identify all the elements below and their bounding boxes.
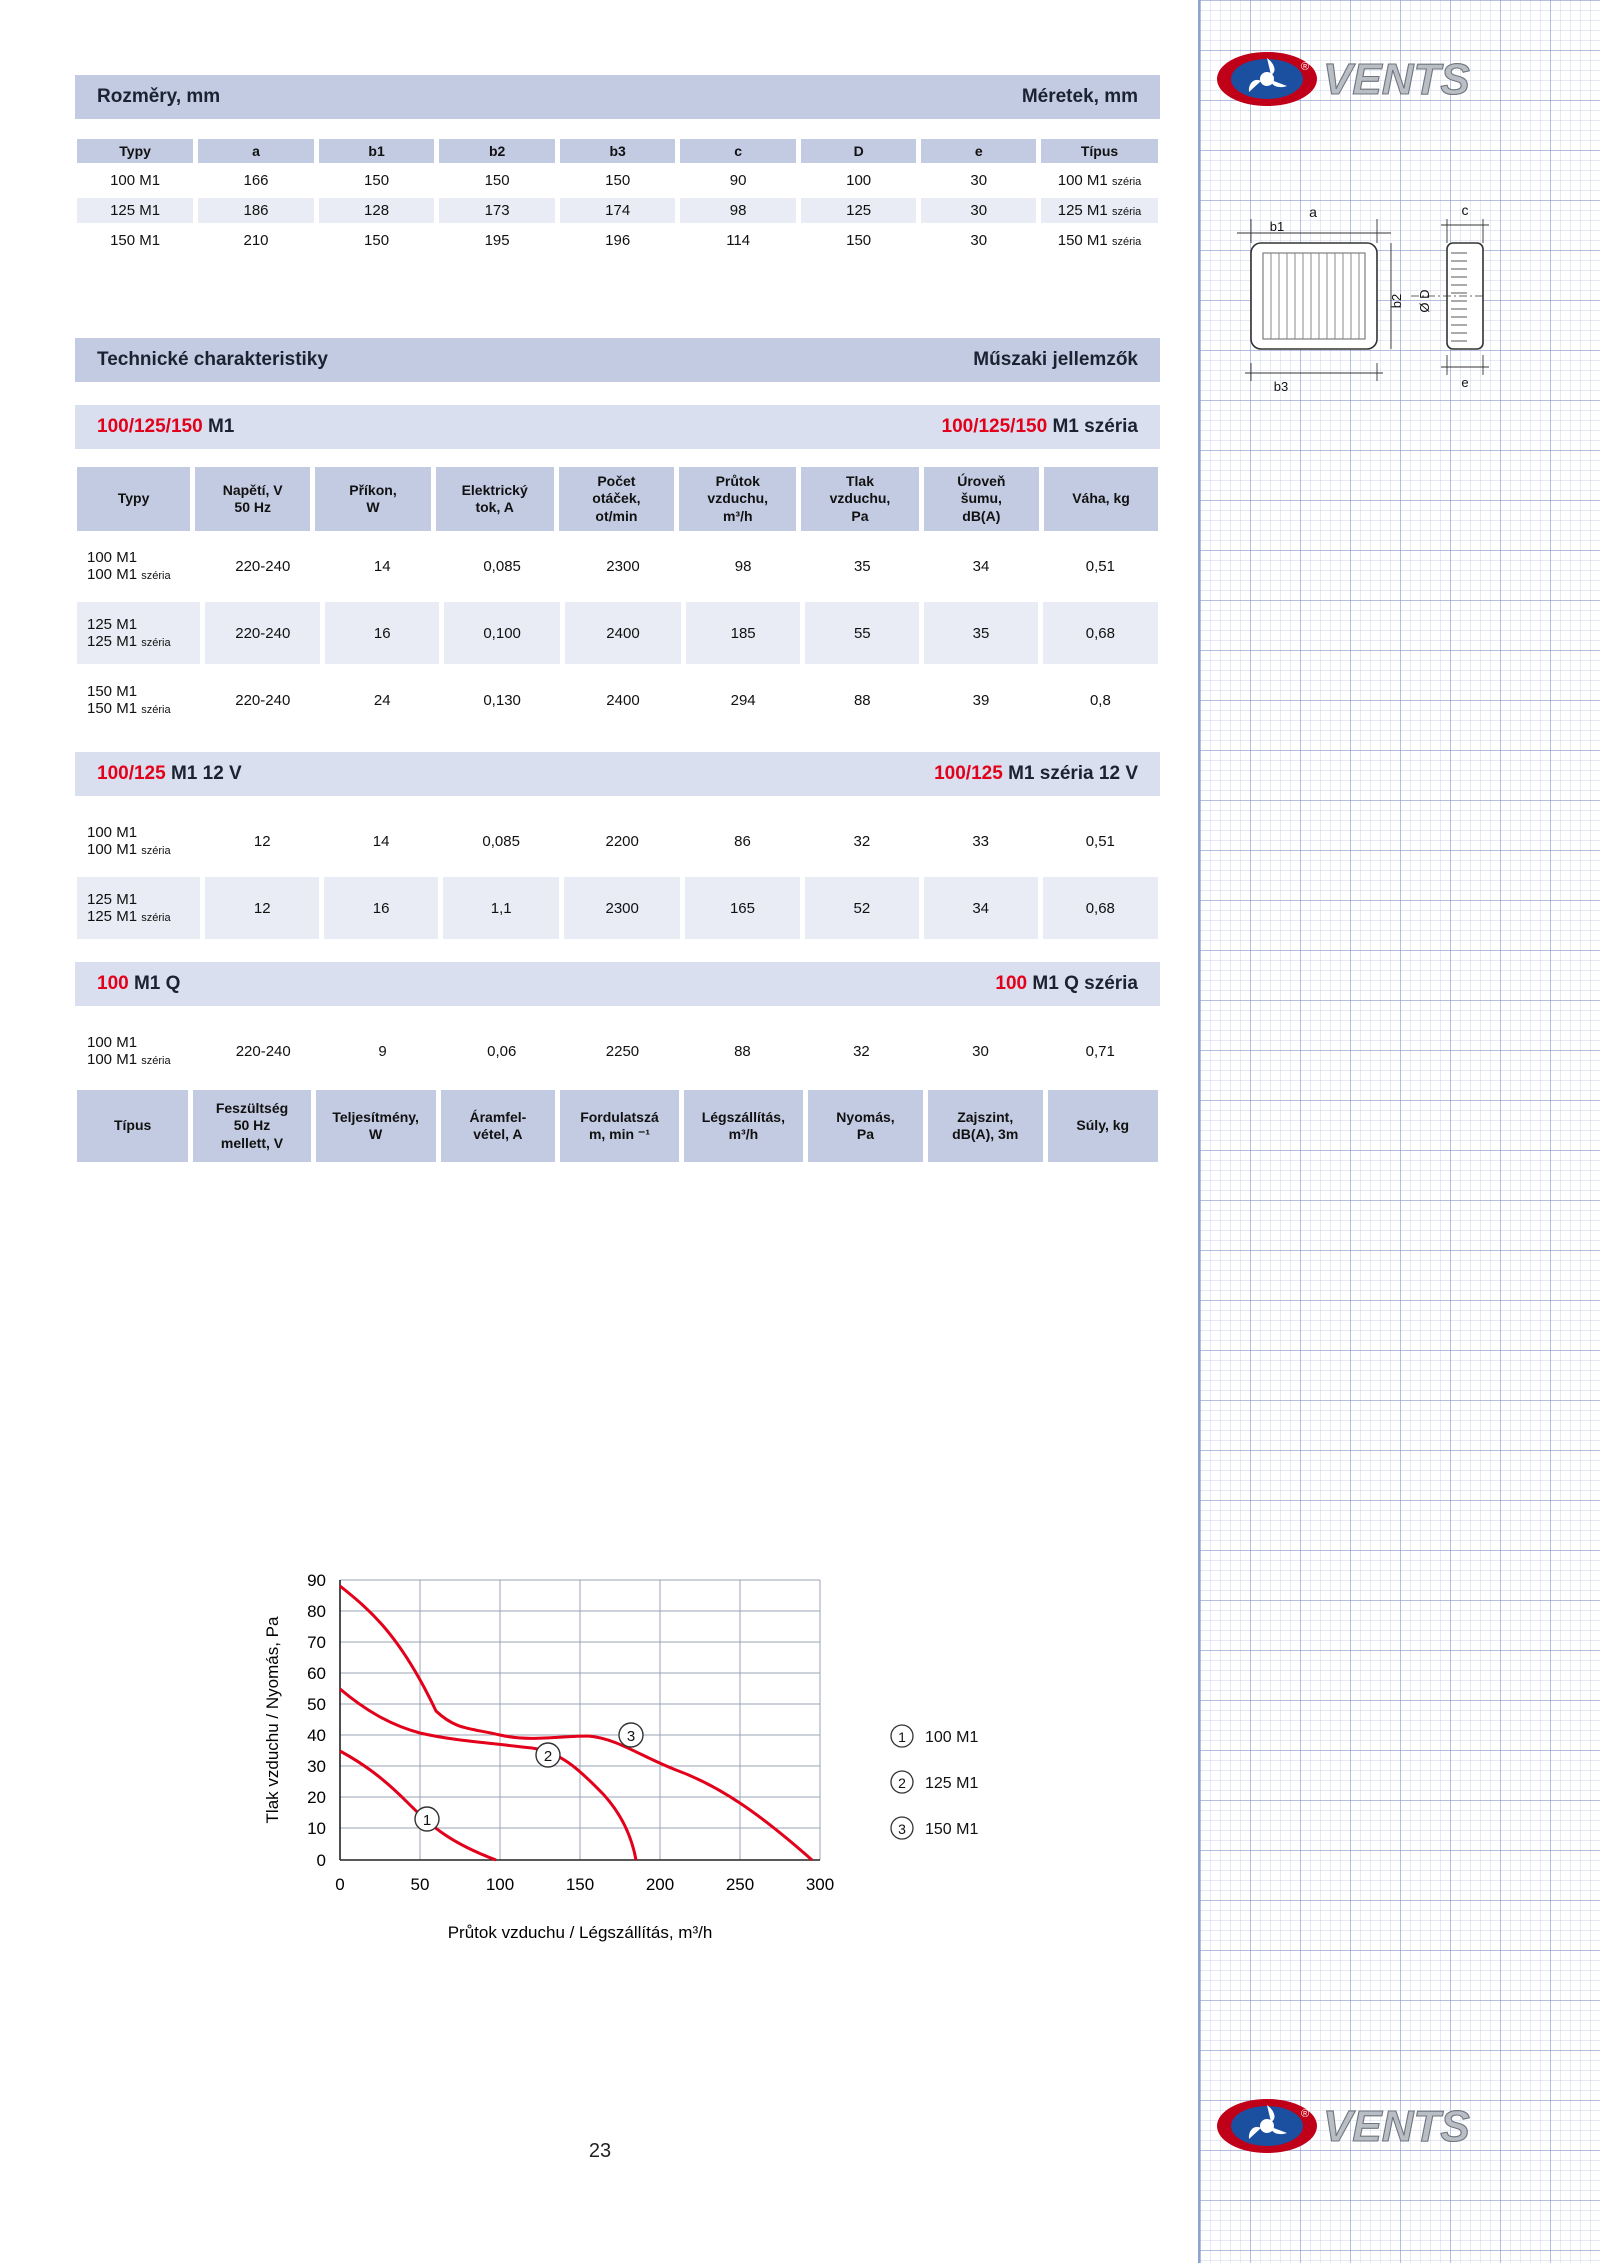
th-airflow-hu	[684, 1090, 803, 1162]
row-type-hu	[87, 841, 198, 858]
chart-legend	[891, 1725, 978, 1839]
cell: 114	[680, 228, 795, 253]
cell: 30	[923, 1020, 1037, 1082]
svg-text:150: 150	[565, 1875, 595, 1894]
th-line: Zajszint,	[957, 1108, 1014, 1125]
cell: 220-240	[205, 1020, 321, 1082]
chart-series	[340, 1586, 812, 1860]
th-tipus	[77, 1090, 188, 1162]
table-row	[77, 810, 1158, 872]
th-line: Tlak	[845, 472, 874, 489]
cell: 32	[804, 1020, 918, 1082]
th-line: Pa	[851, 507, 869, 524]
svg-text:70: 70	[307, 1633, 326, 1652]
cell: 150	[319, 168, 435, 193]
th-pressure-hu	[808, 1090, 923, 1162]
th-airflow	[679, 467, 796, 531]
cell: 24	[325, 669, 439, 731]
th-line: Průtok	[715, 472, 760, 489]
th-line: Súly, kg	[1076, 1117, 1130, 1134]
cell: 195	[439, 228, 555, 253]
curve-125-m1	[340, 1689, 636, 1860]
row-type-hu	[87, 633, 198, 650]
svg-text:125 M1: 125 M1	[925, 1775, 979, 1792]
label-e: e	[1461, 375, 1469, 390]
label-b1: b1	[1269, 219, 1285, 234]
th-line: m³/h	[728, 1126, 759, 1142]
cell	[1041, 198, 1158, 223]
cell: 90	[680, 168, 795, 193]
th-line: šumu,	[960, 490, 1002, 507]
cell: 210	[198, 228, 314, 253]
svg-text:50: 50	[307, 1695, 326, 1714]
row-type-cs: 100 M1	[87, 1034, 138, 1051]
row-type-cell	[77, 669, 200, 731]
row-type-cs: 125 M1	[87, 891, 138, 908]
cell-type: 100 M1	[1057, 172, 1108, 190]
cell: 52	[805, 877, 919, 939]
technical-title-hu: Műszaki jellemzők	[973, 349, 1138, 370]
row-type-hu-suffix: széria	[141, 704, 171, 716]
cell: 33	[924, 810, 1038, 872]
cell: 16	[324, 877, 438, 939]
th-pressure	[801, 467, 918, 531]
svg-text:0: 0	[316, 1851, 326, 1870]
th-line: mellett, V	[220, 1134, 284, 1151]
cell: 196	[560, 228, 676, 253]
product-dimension-drawing	[1215, 195, 1545, 415]
row-type-cell	[77, 535, 200, 597]
svg-text:VENTS: VENTS	[1323, 2102, 1470, 2151]
svg-text:300: 300	[805, 1875, 835, 1894]
cell: 2400	[565, 669, 681, 731]
row-type-cell	[77, 810, 200, 872]
label-D: Ø D	[1417, 289, 1432, 313]
group1-model-blk: M1	[207, 416, 235, 437]
th-weight	[1044, 467, 1158, 531]
row-type-hu-suffix: széria	[141, 570, 171, 582]
group2-model-red: 100/125	[97, 763, 166, 784]
chart-y-axis-label: Tlak vzduchu / Nyomás, Pa	[263, 1616, 282, 1824]
cell: 100 M1	[77, 168, 193, 193]
th-line: m, min ⁻¹	[588, 1126, 651, 1142]
cell: 0,68	[1043, 602, 1158, 664]
cell: 128	[319, 198, 435, 223]
row-type-hu-main: 100 M1	[87, 566, 138, 583]
vents-logo-svg	[1215, 48, 1555, 110]
th-line: otáček,	[592, 490, 641, 507]
cell: 150	[439, 168, 555, 193]
group1-model-red: 100/125/150	[97, 416, 203, 437]
svg-text:2: 2	[543, 1748, 553, 1765]
th-c: c	[680, 139, 795, 163]
th-b3: b3	[560, 139, 676, 163]
cell: 39	[924, 669, 1038, 731]
row-type-hu-suffix: széria	[141, 637, 171, 649]
th-line: Počet	[597, 472, 636, 489]
svg-text:1: 1	[898, 1729, 906, 1745]
th-a: a	[198, 139, 314, 163]
curve-150-m1	[340, 1586, 812, 1860]
chart-grid	[340, 1580, 820, 1860]
svg-text:3: 3	[898, 1821, 906, 1837]
cell: 125 M1	[77, 198, 193, 223]
cell: 98	[686, 535, 801, 597]
group1-model-blk-hu: M1 széria	[1052, 416, 1138, 437]
chart-y-ticks	[307, 1571, 326, 1870]
cell-suffix: széria	[1111, 176, 1142, 189]
cell: 186	[198, 198, 314, 223]
cell: 14	[324, 810, 438, 872]
row-type-hu	[87, 566, 198, 583]
group-header-m1	[75, 405, 1160, 449]
th-line: Áramfel-	[469, 1108, 527, 1125]
th-typy: Typy	[77, 139, 193, 163]
cell: 2300	[565, 535, 681, 597]
dimensions-table	[72, 134, 1163, 258]
svg-text:1: 1	[422, 1812, 432, 1829]
row-type-hu-suffix: széria	[141, 1055, 171, 1067]
row-type-hu-main: 125 M1	[87, 908, 138, 925]
row-type-hu	[87, 908, 198, 925]
cell: 165	[685, 877, 800, 939]
svg-text:250: 250	[725, 1875, 755, 1894]
cell: 0,100	[444, 602, 560, 664]
svg-text:80: 80	[307, 1602, 326, 1621]
table-row	[77, 168, 1158, 193]
cell: 150	[801, 228, 917, 253]
cell: 12	[205, 810, 319, 872]
svg-text:200: 200	[645, 1875, 675, 1894]
cell: 30	[921, 168, 1036, 193]
th-line: 50 Hz	[234, 499, 271, 515]
performance-chart	[230, 1570, 1110, 1990]
th-noise-hu	[928, 1090, 1043, 1162]
table-row	[77, 877, 1158, 939]
th-line: Váha, kg	[1072, 490, 1130, 507]
technical-data-table-2	[72, 805, 1163, 944]
svg-text:40: 40	[307, 1726, 326, 1745]
th-b1: b1	[319, 139, 435, 163]
th-line: Feszültség	[215, 1099, 289, 1116]
row-type-hu	[87, 700, 198, 717]
group2-model-red-hu: 100/125	[934, 763, 1003, 784]
group3-model-blk-hu: M1 Q széria	[1032, 973, 1138, 994]
th-line: W	[366, 499, 380, 515]
cell: 32	[805, 810, 919, 872]
th-power	[315, 467, 430, 531]
th-current	[436, 467, 554, 531]
cell	[1041, 168, 1158, 193]
cell: 174	[560, 198, 676, 223]
cell: 0,130	[444, 669, 560, 731]
th-typy	[77, 467, 190, 531]
cell: 0,8	[1043, 669, 1158, 731]
th-line: W	[369, 1126, 383, 1142]
cell: 0,68	[1043, 877, 1158, 939]
cell: 2250	[565, 1020, 681, 1082]
th-line: 50 Hz	[233, 1117, 271, 1134]
th-line: Příkon,	[349, 481, 397, 498]
group3-model-blk: M1 Q	[133, 973, 181, 994]
th-power-hu	[316, 1090, 436, 1162]
chart-x-axis-label: Průtok vzduchu / Légszállítás, m³/h	[447, 1923, 713, 1942]
row-type-hu-main: 150 M1	[87, 700, 138, 717]
dimensions-title-hu: Méretek, mm	[1021, 86, 1138, 107]
th-tipus: Típus	[1041, 139, 1158, 163]
cell: 30	[921, 228, 1036, 253]
dimensions-section-header	[75, 75, 1160, 119]
row-type-cs: 100 M1	[87, 824, 138, 841]
th-line: vzduchu,	[829, 490, 891, 507]
th-line: Typy	[117, 490, 150, 507]
th-line: m³/h	[722, 507, 753, 524]
table-header-row	[77, 467, 1158, 531]
svg-text:90: 90	[307, 1571, 326, 1590]
dimensions-title-cs: Rozměry, mm	[97, 86, 221, 107]
table-row	[77, 198, 1158, 223]
row-type-hu	[87, 1051, 198, 1068]
cell: 35	[805, 535, 919, 597]
curve-100-m1	[340, 1751, 496, 1860]
cell-suffix: széria	[1111, 236, 1142, 249]
th-line: Nyomás,	[836, 1108, 895, 1125]
dimension-drawing-svg	[1215, 195, 1545, 415]
cell: 88	[685, 1020, 799, 1082]
cell: 0,71	[1042, 1020, 1158, 1082]
technical-header-table	[72, 462, 1163, 536]
technical-data-table-1	[72, 530, 1163, 736]
cell: 2200	[564, 810, 680, 872]
th-line: tok, A	[475, 499, 514, 515]
cell	[1041, 228, 1158, 253]
page-number: 23	[588, 2140, 612, 2162]
group3-model-red: 100	[97, 973, 129, 994]
cell: 98	[680, 198, 795, 223]
svg-text:3: 3	[626, 1728, 636, 1745]
row-type-cell	[77, 1020, 200, 1082]
cell: 14	[325, 535, 439, 597]
group-header-m1-q	[75, 962, 1160, 1006]
cell: 220-240	[205, 602, 320, 664]
th-line: Pa	[856, 1126, 875, 1142]
technical-section-header	[75, 338, 1160, 382]
cell: 12	[205, 877, 319, 939]
cell: 1,1	[443, 877, 559, 939]
th-b2: b2	[439, 139, 555, 163]
cell: 150	[560, 168, 676, 193]
row-type-hu-main: 100 M1	[87, 1051, 138, 1068]
svg-text:50: 50	[410, 1875, 430, 1894]
th-line: dB(A)	[962, 507, 1001, 524]
cell: 55	[805, 602, 919, 664]
svg-text:100 M1: 100 M1	[925, 1729, 979, 1746]
technical-footer-header-table	[72, 1085, 1163, 1167]
table-header-row	[77, 1090, 1158, 1162]
label-c: c	[1461, 202, 1469, 218]
th-voltage-hu	[193, 1090, 310, 1162]
th-line: Fordulatszá	[580, 1108, 659, 1125]
table-row	[77, 669, 1158, 731]
table-row	[77, 1020, 1158, 1082]
cell: 34	[924, 877, 1038, 939]
row-type-cell	[77, 602, 200, 664]
cell: 150 M1	[77, 228, 193, 253]
svg-text:20: 20	[307, 1788, 326, 1807]
row-type-cs: 150 M1	[87, 683, 138, 700]
th-line: vzduchu,	[707, 490, 769, 507]
svg-text:10: 10	[307, 1819, 326, 1838]
label-b2: b2	[1389, 293, 1404, 309]
group1-model-red-hu: 100/125/150	[941, 416, 1048, 437]
cell: 34	[924, 535, 1038, 597]
cell: 150	[319, 228, 435, 253]
th-noise	[924, 467, 1039, 531]
th-line: Elektrický	[461, 481, 528, 498]
chart-x-ticks	[335, 1875, 834, 1894]
vents-logo-svg-bottom	[1215, 2095, 1555, 2157]
row-type-cs: 125 M1	[87, 616, 138, 633]
th-rpm-hu	[560, 1090, 678, 1162]
cell-type: 150 M1	[1057, 232, 1108, 250]
cell: 30	[921, 198, 1036, 223]
cell: 0,085	[444, 535, 560, 597]
svg-text:30: 30	[307, 1757, 326, 1776]
label-b3: b3	[1273, 379, 1289, 394]
cell: 294	[686, 669, 801, 731]
cell-type: 125 M1	[1057, 202, 1108, 220]
cell: 125	[801, 198, 917, 223]
th-line: ot/min	[595, 507, 638, 524]
cell: 220-240	[205, 535, 320, 597]
cell: 220-240	[205, 669, 320, 731]
technical-title-cs: Technické charakteristiky	[97, 349, 328, 370]
th-line: Úroveň	[957, 472, 1006, 489]
svg-text:60: 60	[307, 1664, 326, 1683]
svg-text:®: ®	[1301, 2108, 1310, 2120]
th-current-hu	[441, 1090, 556, 1162]
svg-text:0: 0	[335, 1875, 345, 1894]
chart-svg	[230, 1570, 1110, 1990]
group2-model-blk-hu: M1 széria 12 V	[1008, 763, 1138, 784]
row-type-hu-main: 125 M1	[87, 633, 138, 650]
cell: 0,51	[1043, 535, 1158, 597]
cell: 9	[326, 1020, 439, 1082]
th-e: e	[921, 139, 1036, 163]
row-type-hu-suffix: széria	[141, 912, 171, 924]
row-type-hu-suffix: széria	[141, 845, 171, 857]
cell: 88	[805, 669, 919, 731]
cell: 16	[325, 602, 439, 664]
th-line: Légszállítás,	[701, 1108, 785, 1125]
cell: 100	[801, 168, 917, 193]
th-line: vétel, A	[473, 1126, 523, 1142]
row-type-cs: 100 M1	[87, 549, 138, 566]
vents-logo-bottom	[1215, 2095, 1555, 2157]
table-row	[77, 228, 1158, 253]
cell: 2300	[564, 877, 680, 939]
cell: 166	[198, 168, 314, 193]
th-line: dB(A), 3m	[952, 1126, 1019, 1142]
cell: 185	[686, 602, 801, 664]
cell: 0,085	[443, 810, 559, 872]
svg-text:VENTS: VENTS	[1323, 55, 1470, 104]
table-header-row	[77, 139, 1158, 163]
cell: 0,06	[444, 1020, 559, 1082]
cell: 86	[685, 810, 800, 872]
group2-model-blk: M1 12 V	[170, 763, 242, 784]
table-row	[77, 602, 1158, 664]
group3-model-red-hu: 100	[995, 973, 1028, 994]
svg-text:100: 100	[485, 1875, 515, 1894]
th-rpm	[559, 467, 674, 531]
vents-logo-top	[1215, 48, 1555, 110]
cell: 0,51	[1043, 810, 1158, 872]
table-row	[77, 535, 1158, 597]
cell: 35	[924, 602, 1038, 664]
row-type-cell	[77, 877, 200, 939]
th-line: Napětí, V	[222, 481, 283, 498]
th-line: Teljesítmény,	[332, 1108, 419, 1125]
th-weight-hu	[1048, 1090, 1159, 1162]
group-header-m1-12v	[75, 752, 1160, 796]
svg-text:®: ®	[1301, 61, 1310, 73]
cell: 2400	[565, 602, 681, 664]
svg-text:150 M1: 150 M1	[925, 1821, 979, 1838]
cell: 173	[439, 198, 555, 223]
svg-text:2: 2	[898, 1775, 906, 1791]
th-voltage	[195, 467, 310, 531]
cell-suffix: széria	[1111, 206, 1142, 219]
th-line: Típus	[113, 1117, 152, 1134]
row-type-hu-main: 100 M1	[87, 841, 138, 858]
technical-data-table-3	[72, 1015, 1163, 1087]
label-a: a	[1309, 204, 1317, 220]
th-d: D	[801, 139, 917, 163]
